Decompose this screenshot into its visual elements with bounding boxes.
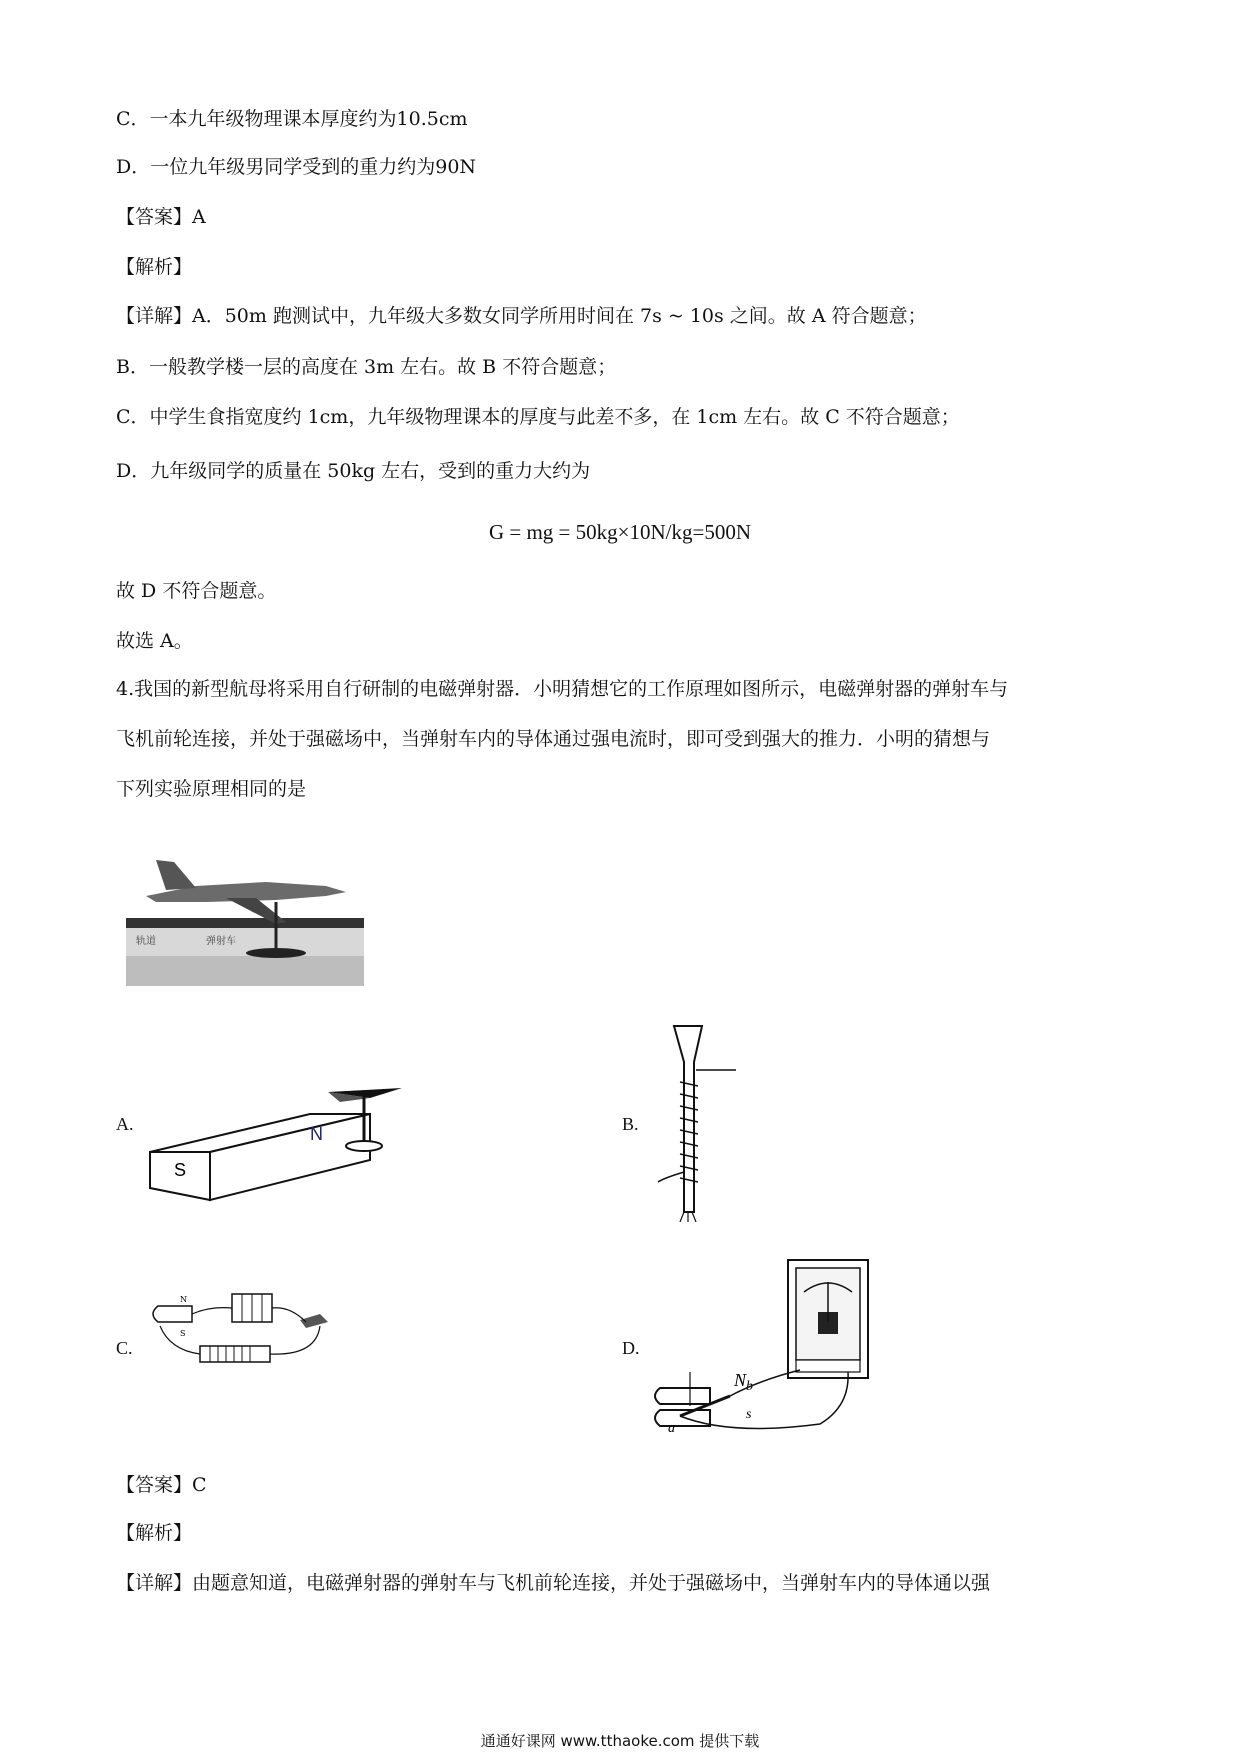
coil-nail-figure [650, 1022, 750, 1222]
option-d-label: D. [622, 1338, 640, 1358]
pins-icon [680, 1212, 696, 1222]
galvanometer-icon [788, 1260, 868, 1378]
question-4-line-1: 4.我国的新型航母将采用自行研制的电磁弹射器．小明猜想它的工作原理如图所示，电磁弹射器的弹射车与 [116, 678, 1009, 700]
fig-d-a-label: a [668, 1421, 675, 1436]
fig-c-n-label: N [180, 1295, 187, 1304]
magnet-icon [655, 1388, 710, 1404]
option-c-label: C. [116, 1338, 133, 1358]
question-4-line-2: 飞机前轮连接，并处于强磁场中，当弹射车内的导体通过强电流时，即可受到强大的推力．小明的猜想与 [116, 728, 991, 750]
gravity-formula: G = mg = 50kg×10N/kg=500N [488, 520, 752, 544]
question-4-line-3: 下列实验原理相同的是 [116, 778, 307, 800]
catapult-car [246, 948, 306, 958]
catapult-figure [126, 856, 364, 986]
fig-d-n-label: N [734, 1370, 747, 1390]
page-footer: 通通好课网 www.tthaoke.com 提供下载 [480, 1732, 760, 1750]
detail-2: 【详解】由题意知道，电磁弹射器的弹射车与飞机前轮连接，并处于强磁场中，当弹射车内的导体通以强 [116, 1572, 991, 1594]
fig-d-s-label: s [746, 1407, 752, 1422]
detail-a: 【详解】A．50m 跑测试中，九年级大多数女同学所用时间在 7s ~ 10s 之间。故 A 符合题意； [116, 305, 927, 327]
detail-d: D．九年级同学的质量在 50kg 左右，受到的重力大约为 [116, 460, 591, 482]
analysis-label-2: 【解析】 [116, 1522, 193, 1544]
choose-statement: 故选 A。 [116, 630, 193, 652]
option-c: C．一本九年级物理课本厚度约为10.5cm [116, 108, 468, 130]
nail-icon [674, 1026, 702, 1212]
motor-circuit-figure [140, 1286, 340, 1386]
magnet-s-label: S [174, 1160, 187, 1180]
conclusion-d: 故 D 不符合题意。 [116, 580, 277, 602]
option-a-label: A. [116, 1114, 134, 1134]
analysis-label: 【解析】 [116, 256, 193, 278]
answer-label: 【答案】A [116, 206, 206, 228]
answer-label-2: 【答案】C [116, 1474, 207, 1496]
option-d: D．一位九年级男同学受到的重力约为90N [116, 156, 477, 178]
u-magnet-icon [153, 1306, 192, 1322]
magnet-n-label: N [310, 1124, 323, 1144]
fig-c-s-label: S [180, 1329, 186, 1338]
detail-b: B．一般教学楼一层的高度在 3m 左右。故 B 不符合题意； [116, 356, 617, 378]
galvanometer-induction-figure [650, 1256, 890, 1436]
detail-c: C．中学生食指宽度约 1cm，九年级物理课本的厚度与此差不多，在 1cm 左右。故 C 不符合题意； [116, 406, 960, 428]
option-b-label: B. [622, 1114, 639, 1134]
bar-magnet-compass-figure [140, 1068, 410, 1214]
fig-d-b-label: b [746, 1379, 753, 1394]
track-label-left: 轨道 [136, 936, 156, 947]
track-label-right: 弹射车 [206, 936, 236, 947]
